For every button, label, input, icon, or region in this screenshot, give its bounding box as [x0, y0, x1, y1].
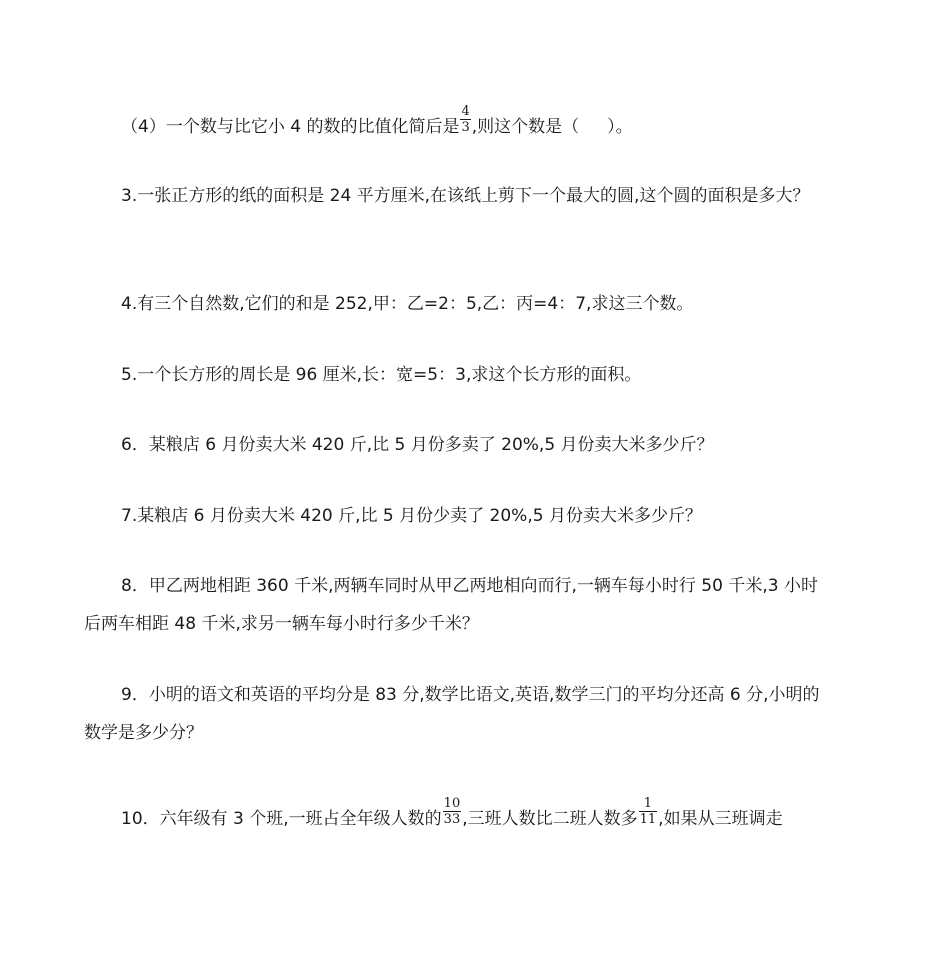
fraction-denominator: 33 [443, 811, 461, 827]
question-10 [84, 795, 820, 838]
fraction-four-thirds [460, 104, 470, 135]
fraction-denominator: 11 [639, 811, 657, 827]
fraction-numerator: 10 [443, 795, 461, 811]
fraction-numerator: 1 [643, 795, 653, 811]
question-2-4-suffix: ）。 [607, 117, 633, 137]
fraction-one-eleventh [639, 796, 658, 827]
question-7: 7.某粮店 6 月份卖大米 420 斤,比 5 月份少卖了 20%,5 月份卖大米多少斤？ [121, 506, 702, 526]
fraction-ten-thirty-thirds [443, 796, 462, 827]
question-4: 4.有三个自然数,它们的和是 252,甲：乙=2：5,乙：丙=4：7,求这三个数。 [121, 294, 694, 314]
question-10-middle: ,三班人数比二班人数多 [462, 809, 638, 829]
question-9: 9．小明的语文和英语的平均分是 83 分,数学比语文,英语,数学三门的平均分还高 6 分,小明的数学是多少分？ [84, 685, 820, 743]
question-10-suffix: ,如果从三班调走 [658, 809, 783, 829]
question-6: 6．某粮店 6 月份卖大米 420 斤,比 5 月份多卖了 20%,5 月份卖大米多少斤？ [121, 435, 714, 455]
question-10-prefix: 10．六年级有 3 个班,一班占全年级人数的 [121, 809, 442, 829]
question-5: 5.一个长方形的周长是 96 厘米,长：宽=5：3,求这个长方形的面积。 [121, 365, 642, 385]
fraction-denominator: 3 [461, 119, 470, 135]
question-3: 3.一张正方形的纸的面积是 24 平方厘米,在该纸上剪下一个最大的圆,这个圆的面积是多大？ [121, 186, 810, 206]
fraction-numerator: 4 [461, 103, 470, 119]
question-2-4 [84, 103, 820, 146]
question-2-4-prefix: （4）一个数与比它小 4 的数的比值化简后是 [121, 117, 460, 137]
question-8: 8．甲乙两地相距 360 千米,两辆车同时从甲乙两地相向而行,一辆车每小时行 50 千米,3 小时后两车相距 48 千米,求另一辆车每小时行多少千米？ [84, 576, 818, 634]
question-2-4-middle: ,则这个数是（ [471, 117, 580, 137]
